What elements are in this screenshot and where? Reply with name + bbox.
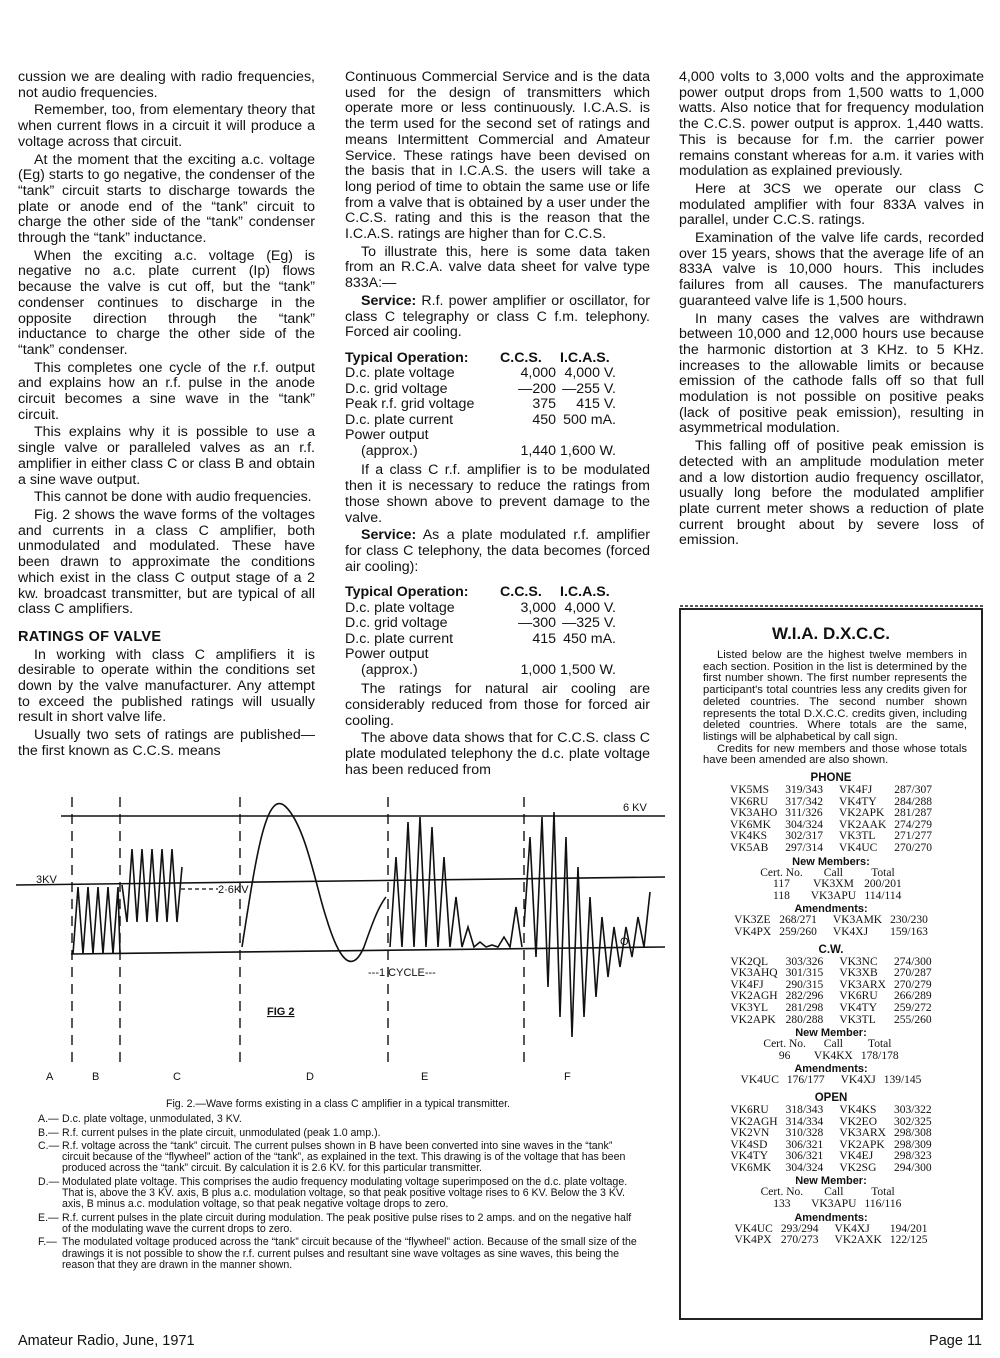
table-row	[726, 1163, 935, 1175]
cell: 311/326	[785, 807, 823, 820]
cell: VK6MK	[730, 818, 771, 831]
cell: 118	[773, 889, 790, 902]
cell: VK4UC	[740, 1074, 779, 1087]
col1-paragraph: In working with class C amplifiers it is desirable to operate within the conditions set down by the valve manufacturer. Any attempt to exceed the published ratings will usually result in short valve life.	[18, 646, 315, 726]
open-new-member-heading: New Member:	[795, 1175, 867, 1188]
table-row	[345, 428, 620, 444]
cell	[560, 428, 620, 444]
cell: 415 V.	[576, 396, 616, 413]
table-row	[726, 785, 936, 797]
section-label-d: D	[306, 1071, 314, 1083]
cell: D.c. plate voltage	[345, 365, 455, 382]
cell: 298/309	[893, 1138, 932, 1151]
table-row	[726, 1128, 935, 1140]
footer-publication: Amateur Radio, June, 1971	[18, 1333, 195, 1349]
cell: VK4KS	[839, 1103, 877, 1116]
cell: 280/288	[785, 1013, 824, 1026]
cell: 1,000	[520, 661, 556, 678]
caption-key: C.—	[38, 1139, 60, 1152]
cell: 304/324	[785, 1161, 824, 1174]
cell: 178/178	[860, 1049, 899, 1062]
table-header: Total	[871, 1186, 895, 1199]
waveform-c	[122, 849, 182, 922]
section-label-c: C	[173, 1071, 181, 1083]
col2-paragraph: If a class C r.f. amplifier is to be modulated then it is necessary to reduce the ratings from those shown above to prevent damage to the valve.	[345, 462, 650, 526]
table-header: Typical Operation:	[345, 584, 469, 601]
cell: —300	[518, 615, 556, 632]
cell: VK6RU	[730, 795, 769, 808]
cell: VK3XM	[812, 878, 854, 891]
table-row	[759, 1051, 902, 1063]
cell: VK2EO	[839, 1115, 878, 1128]
cell: VK6RU	[839, 990, 878, 1003]
table-header: I.C.A.S.	[560, 584, 610, 601]
table-row	[345, 444, 620, 460]
table-header: Cert. No.	[760, 1186, 804, 1199]
cell: 255/260	[893, 1013, 932, 1026]
cell: VK4XJ	[834, 1222, 870, 1235]
cell: 139/145	[883, 1074, 922, 1087]
waveform-f	[524, 812, 650, 1037]
column-2	[345, 70, 650, 781]
cell: VK3YL	[730, 1001, 769, 1014]
cw-new-member-table	[759, 1039, 902, 1062]
cell: VK6RU	[730, 1103, 769, 1116]
cell: VK4UC	[839, 842, 878, 854]
cell: 159/163	[890, 925, 928, 938]
cell: VK2AXK	[834, 1234, 882, 1247]
cell: 298/308	[893, 1127, 932, 1140]
phone-new-members-table	[756, 868, 906, 903]
cell: Peak r.f. grid voltage	[345, 396, 475, 413]
dxcc-intro-paragraph: Credits for new members and those whose totals have been amended are also shown.	[703, 742, 967, 767]
cell: 450	[532, 411, 556, 428]
cell: VK3APU	[811, 1198, 857, 1211]
dxcc-intro-paragraph: Listed below are the highest twelve members in each section. Position in the list is determined by the first number shown. The first number represents the participant's total countries less any credits given for deleted countries. The second number shown represents the total D.X.C.C. credits given, including deleted countries. Where totals are the same, listings will be alphabetical by call sign.	[703, 649, 967, 743]
cell: 302/325	[893, 1115, 932, 1128]
cell: 96	[778, 1049, 791, 1062]
table-header: Call	[824, 1186, 844, 1199]
section-label-e: E	[421, 1071, 429, 1083]
table-header-row	[759, 1039, 902, 1051]
cell: 271/277	[894, 830, 932, 843]
cell: VK4TY	[839, 1001, 878, 1014]
cell: 303/322	[893, 1103, 932, 1116]
phone-table	[726, 785, 936, 855]
dxcc-title: W.I.A. D.X.C.C.	[771, 624, 891, 643]
col3-paragraph: Examination of the valve life cards, recorded over 15 years, shows that the average life of an 833A valve is 10,000 hours. This includes failures from all causes. The manufacturers guaranteed valve life is 1,500 hours.	[679, 230, 984, 309]
caption-item	[38, 1128, 638, 1139]
cell: VK3AHQ	[730, 967, 778, 980]
cell: VK2APK	[839, 1138, 885, 1151]
col3-paragraph: Here at 3CS we operate our class C modulated amplifier with four 833A valves in parallel, under C.C.S. ratings.	[679, 180, 984, 229]
cell: 270/287	[893, 967, 932, 980]
cell: VK4TY	[730, 1150, 769, 1163]
cell: VK4FJ	[839, 784, 873, 797]
cell: 415	[532, 630, 556, 647]
section-label-f: F	[564, 1071, 571, 1083]
col1-paragraph: This completes one cycle of the r.f. output and explains how an r.f. pulse in the anode circuit becomes a sine wave in the “tank” circuit.	[18, 359, 315, 423]
service-label: Service:	[361, 292, 417, 309]
section-heading: RATINGS OF VALVE	[18, 628, 162, 645]
open-new-member-table	[757, 1187, 906, 1210]
table-row	[345, 382, 620, 398]
table-header: Total	[871, 866, 895, 879]
caption-item	[38, 1177, 638, 1211]
cw-table	[726, 957, 935, 1027]
cell: 281/287	[894, 807, 932, 820]
table-row	[345, 647, 620, 663]
cell: 303/326	[785, 955, 824, 968]
cell: 266/289	[893, 990, 932, 1003]
cell: VK3NC	[839, 955, 878, 968]
table-row	[730, 927, 932, 939]
cell: VK4XJ	[840, 1074, 876, 1087]
cell: D.c. plate voltage	[345, 599, 455, 616]
cell: 314/334	[785, 1115, 824, 1128]
cell: —200	[518, 380, 556, 397]
waveform-e	[390, 817, 522, 947]
phone-new-members-heading: New Members:	[792, 855, 870, 868]
cell: 176/177	[786, 1074, 825, 1087]
cell: VK4KX	[813, 1049, 853, 1062]
cell: 230/230	[890, 914, 928, 927]
cell: VK4PX	[734, 925, 772, 938]
cell: VK3ZE	[734, 914, 771, 927]
cell: 306/321	[785, 1150, 824, 1163]
cell: 282/296	[785, 990, 824, 1003]
table-row	[345, 632, 620, 648]
cell: VK2AAK	[839, 818, 887, 831]
cell: 310/328	[785, 1127, 824, 1140]
caption-text: R.f. current pulses in the plate circuit, unmodulated (peak 1.0 amp.).	[62, 1126, 381, 1139]
col2-paragraph: To illustrate this, here is some data taken from an R.C.A. valve data sheet for valve type 833A:—	[345, 243, 650, 292]
cell: VK4TY	[839, 795, 877, 808]
cell: 117	[773, 878, 790, 891]
cell: 297/314	[785, 842, 823, 854]
table-row	[345, 413, 620, 429]
col1-paragraph: Fig. 2 shows the wave forms of the voltages and currents in a class C amplifier, both unmodulated and modulated. These have been drawn to approximate the conditions which exist in the class C output stage of a 2 kw. broadcast transmitter, but are typical of all class C amplifiers.	[18, 506, 315, 618]
caption-title: Fig. 2.—Wave forms existing in a class C amplifier in a typical transmitter.	[165, 1098, 510, 1110]
table-row	[737, 1075, 926, 1087]
fig2-waveform-diagram	[16, 797, 665, 1099]
open-table	[726, 1105, 935, 1175]
cw-amendments-table	[737, 1075, 926, 1087]
cell: VK2QL	[730, 955, 769, 968]
cell: 4,000 V.	[564, 599, 616, 616]
cell: VK4UC	[734, 1222, 773, 1235]
table-row	[726, 1015, 935, 1027]
dxcc-intro	[681, 650, 981, 767]
cell: 1,440	[520, 442, 556, 459]
caption-text: D.c. plate voltage, unmodulated, 3 KV.	[62, 1113, 242, 1126]
cell: D.c. plate current	[345, 411, 454, 428]
cell: 4,000 V.	[564, 365, 616, 382]
cell: 306/321	[785, 1138, 824, 1151]
cell: 284/288	[894, 795, 932, 808]
col1-paragraph: When the exciting a.c. voltage (Eg) is negative no a.c. plate current (Ip) flows because the valve is cut off, but the “tank” condenser continues to discharge in the opposite direction through the “tank” inductance to charge the other side of the “tank” condenser.	[18, 247, 315, 358]
dxcc-box	[679, 608, 983, 1320]
cell: 3,000	[520, 599, 556, 616]
col2-paragraph: The ratings for natural air cooling are considerably reduced from those for forced air cooling.	[345, 681, 650, 729]
cell	[500, 647, 560, 663]
cell: VK2APK	[839, 807, 885, 820]
cell: 500 mA.	[563, 411, 616, 428]
service-label: Service:	[361, 527, 417, 544]
cell: VK3AMK	[832, 914, 883, 927]
table-row	[726, 843, 936, 855]
cell: 270/273	[780, 1234, 819, 1247]
caption-item	[38, 1114, 638, 1125]
cell: 274/300	[893, 955, 932, 968]
column-1	[18, 70, 315, 762]
cell: 4,000	[520, 365, 556, 382]
cell: Power output	[345, 427, 429, 444]
cell: 318/343	[785, 1103, 824, 1116]
col1-paragraph: This cannot be done with audio frequencies.	[34, 489, 312, 506]
ratings-table-1	[345, 351, 620, 460]
cell: 194/201	[889, 1222, 928, 1235]
table-header: C.C.S.	[500, 349, 542, 366]
cell: VK3TL	[839, 1013, 876, 1026]
cell: 268/271	[779, 914, 817, 927]
cell: VK2VN	[730, 1127, 770, 1140]
cell: VK4PX	[734, 1234, 772, 1247]
phone-heading: PHONE	[810, 772, 852, 785]
cell: VK3XB	[839, 967, 878, 980]
cell: 375	[532, 396, 556, 413]
ratings-table-2	[345, 585, 620, 678]
table-row	[726, 1105, 935, 1117]
caption-text: The modulated voltage produced across the “tank” circuit because of the “flywheel” action. Because of the small size of the drawings it is not possible to show the r.f. current pulses and resultant sine wave voltages as sine waves, this being the reason that they are drawn in the manner shown.	[62, 1236, 637, 1271]
cell: (approx.)	[361, 442, 418, 459]
cell: D.c. grid voltage	[345, 380, 448, 397]
cell: 114/114	[864, 889, 902, 902]
cell: —255 V.	[562, 380, 616, 397]
table-header: Cert. No.	[763, 1038, 806, 1051]
cell: 293/294	[780, 1222, 819, 1235]
table-header: C.C.S.	[500, 584, 542, 601]
cell: 304/324	[785, 818, 823, 831]
table-row	[730, 1235, 931, 1247]
col1-paragraph: This explains why it is possible to use a single valve or paralleled valves as an r.f. amplifier in either class C or class B and obtain a sine wave output.	[18, 424, 315, 488]
cell: VK3TL	[839, 830, 876, 843]
cell	[560, 647, 620, 663]
phone-amendments-table	[730, 915, 932, 938]
cell: VK2AGH	[730, 990, 778, 1003]
table-header: Typical Operation:	[345, 349, 469, 366]
cell: VK2APK	[730, 1013, 776, 1026]
label-3kv: 3KV	[36, 874, 57, 886]
cell: 259/260	[779, 925, 817, 938]
cell: D.c. grid voltage	[345, 615, 448, 632]
open-heading: OPEN	[814, 1091, 848, 1104]
caption-text: R.f. current pulses in the plate circuit during modulation. The peak positive pulse rises to 2 amps. and on the negative half of the modulating wave the current drops to zero.	[62, 1211, 632, 1235]
section-label-a: A	[46, 1071, 54, 1083]
caption-item	[38, 1141, 638, 1175]
table-row	[345, 663, 620, 679]
table-row	[345, 366, 620, 382]
open-amendments-heading: Amendments:	[794, 1211, 868, 1224]
label-zero: O	[620, 936, 629, 948]
col1-paragraph: Usually two sets of ratings are published—the first known as C.C.S. means	[18, 727, 315, 759]
cell: VK4FJ	[730, 978, 764, 991]
table-header: Total	[867, 1038, 892, 1051]
caption-text: R.f. voltage across the “tank” circuit. The current pulses shown in B have been converted into sine waves in the “tank” circuit because of the “flywheel” action of the “tank”, as explained in the text. This drawing is of the voltage that has been produced across the “tank” circuit. By calculation it is 2.6 KV. for this particular transmitter.	[62, 1139, 626, 1175]
cell: 290/315	[785, 978, 824, 991]
caption-text: Modulated plate voltage. This comprises the audio frequency modulating voltage superimposed on the d.c. plate voltage. That is, above the 3 KV. axis, B plus a.c. modulation voltage, so that peak positive voltage rises to 6 KV. Below the 3 KV. axis, B minus a.c. modulation voltage, so that peak negative voltage drops to zero.	[62, 1175, 628, 1211]
cell: 270/279	[893, 978, 932, 991]
table-row	[345, 616, 620, 632]
cell: (approx.)	[361, 661, 418, 678]
cell: VK4KS	[730, 830, 768, 843]
table-row	[726, 1003, 935, 1015]
caption-key: F.—	[38, 1236, 57, 1249]
cell: 301/315	[785, 967, 824, 980]
label-one-cycle: ---1 CYCLE---	[368, 967, 436, 979]
cell: VK4EJ	[839, 1150, 874, 1163]
cell: VK5AB	[730, 842, 769, 854]
label-fig2: FIG 2	[267, 1006, 295, 1018]
cell: VK4SD	[730, 1138, 768, 1151]
table-row	[726, 968, 935, 980]
cell: 450 mA.	[563, 630, 616, 647]
phone-amendments-heading: Amendments:	[794, 903, 868, 916]
service-text: As a plate modulated r.f. amplifier for class C telephony, the data becomes (forced air cooling):	[345, 527, 650, 575]
caption-key: E.—	[38, 1211, 59, 1224]
col2-paragraph: Continuous Commercial Service and is the data used for the design of transmitters which operate more or less continuously. I.C.A.S. is the term used for the second set of ratings and means Intermittent Commercial and Amateur Service. These ratings have been devised on the basis that in I.C.A.S. the users will take a long period of time to obtain the same use or life from a valve that is obtained by a user under the C.C.S. rating and this is the reason that the I.C.A.S. ratings are higher than for C.C.S.	[345, 69, 650, 243]
cell: 319/343	[785, 784, 823, 797]
col1-paragraph: cussion we are dealing with radio frequencies, not audio frequencies.	[18, 69, 315, 101]
cell: 1,500 W.	[560, 661, 616, 678]
cell: 270/270	[894, 842, 932, 854]
cell: Power output	[345, 646, 429, 663]
service-text: R.f. power amplifier or oscillator, for class C telegraphy or class C f.m. telephony. Forced air cooling.	[345, 292, 650, 341]
col3-paragraph: This falling off of positive peak emission is detected with an amplitude modulation meter and a low distortion audio frequency oscillator, usually long before the modulated amplifier plate current meter shows a reduction of plate current brought about by severe loss of emission.	[679, 438, 984, 549]
cell: VK3ARX	[839, 1127, 886, 1140]
caption-key: D.—	[38, 1175, 60, 1188]
cell: VK3AHO	[730, 807, 778, 820]
cell: 200/201	[864, 878, 902, 891]
service-paragraph	[345, 294, 650, 341]
cell: 1,600 W.	[560, 442, 616, 459]
cell: VK2SG	[839, 1161, 877, 1174]
col3-paragraph: 4,000 volts to 3,000 volts and the approximate power output drops from 1,500 watts to 1,000 watts. Also notice that for frequency modulation the C.C.S. power output is approx. 1,440 watts. This is because for f.m. the carrier power remains constant whereas for a.m. it varies with modulation as explained previously.	[679, 69, 984, 180]
table-row	[756, 891, 906, 903]
waveform-b	[73, 887, 120, 954]
cell: —325 V.	[562, 615, 616, 632]
table-header: Call	[823, 1038, 843, 1051]
table-row	[345, 397, 620, 413]
cell: D.c. plate current	[345, 630, 454, 647]
cell: 302/317	[785, 830, 823, 843]
cell: VK3APU	[810, 889, 857, 902]
service-paragraph	[345, 528, 650, 575]
cell: 298/323	[893, 1150, 932, 1163]
cell: 274/279	[894, 818, 932, 831]
open-amendments-table	[730, 1224, 931, 1247]
cw-new-member-heading: New Member:	[795, 1027, 867, 1040]
caption-key: A.—	[38, 1113, 59, 1126]
cw-heading: C.W.	[818, 943, 844, 956]
table-row	[757, 1199, 906, 1211]
label-6kv: 6 KV	[623, 802, 647, 814]
cell: 317/342	[785, 795, 823, 808]
figure-caption	[38, 1099, 638, 1273]
cell: 133	[773, 1198, 791, 1211]
table-row	[345, 601, 620, 617]
cell	[500, 428, 560, 444]
cell: VK6MK	[730, 1161, 772, 1174]
cell: 116/116	[864, 1198, 902, 1211]
column-3	[679, 70, 984, 551]
cw-amendments-heading: Amendments:	[794, 1063, 868, 1076]
caption-item	[38, 1237, 638, 1271]
col2-paragraph: The above data shows that for C.C.S. class C plate modulated telephony the d.c. plate voltage has been reduced from	[345, 730, 650, 778]
label-2-6kv: 2·6KV	[218, 884, 249, 896]
cell: 294/300	[893, 1161, 932, 1174]
caption-key: B.—	[38, 1126, 59, 1139]
cell: 259/272	[893, 1001, 932, 1014]
footer-page-number: Page 11	[929, 1333, 982, 1349]
table-header: Cert. No.	[760, 866, 803, 879]
cell: VK5MS	[730, 784, 769, 797]
col1-paragraph: At the moment that the exciting a.c. voltage (Eg) starts to go negative, the condenser of the “tank” circuit starts to discharge towards the plate or anode end of the “tank” circuit to charge the other side of the “tank” condenser through the “tank” inductance.	[18, 151, 315, 247]
caption-item	[38, 1213, 638, 1236]
table-header: I.C.A.S.	[560, 349, 610, 366]
cell: VK2AGH	[730, 1115, 778, 1128]
cell: 281/298	[785, 1001, 824, 1014]
col1-paragraph: Remember, too, from elementary theory that when current flows in a circuit it will produce a voltage across that circuit.	[18, 102, 315, 150]
col3-paragraph: In many cases the valves are withdrawn between 10,000 and 12,000 hours use because the harmonic distortion at 3 KHz. to 5 KHz. increases to the allowable limits or because emission of the cathode falls off so that full modulation is not possible on positive peaks (lack of positive peak emission), resulting in asymmetrical modulation.	[679, 310, 984, 437]
cell: 287/307	[894, 784, 932, 797]
cell: VK3ARX	[839, 978, 886, 991]
section-label-b: B	[92, 1071, 100, 1083]
cell: 122/125	[889, 1234, 928, 1247]
cell: VK4XJ	[832, 925, 869, 938]
table-header: Call	[823, 866, 843, 879]
